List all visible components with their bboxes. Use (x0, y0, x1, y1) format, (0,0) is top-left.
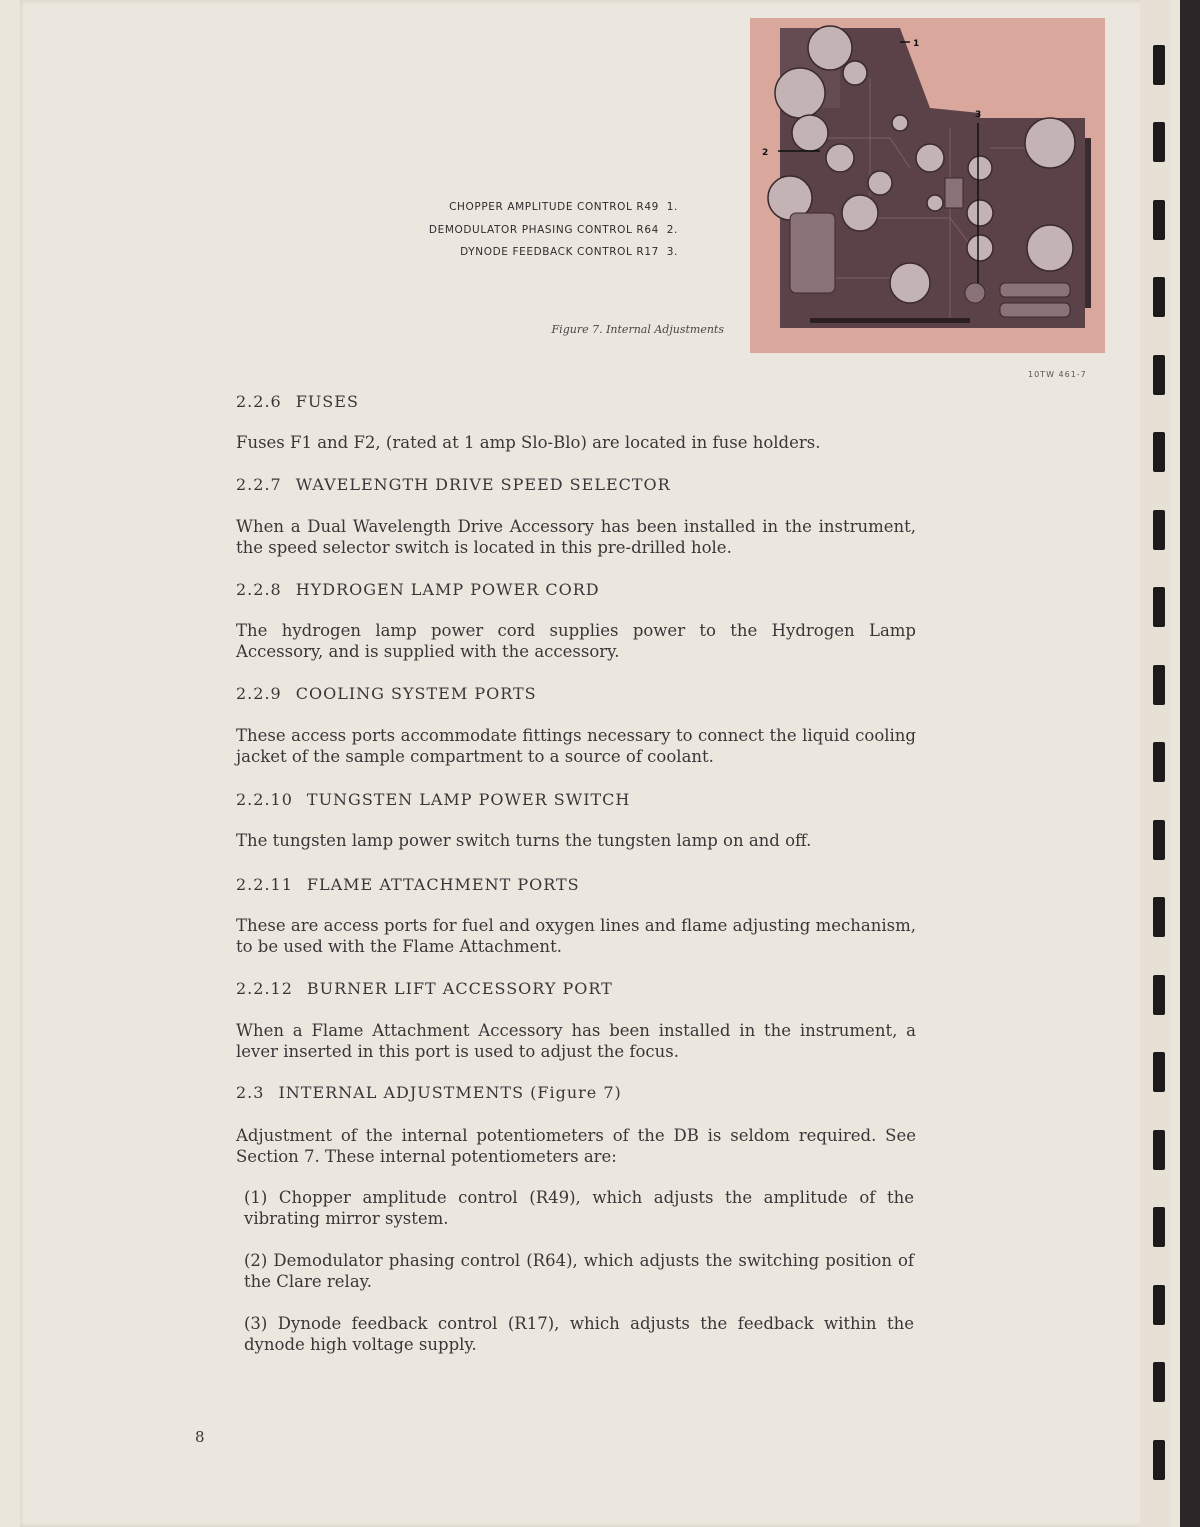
binding-hole (1153, 1052, 1165, 1092)
figure-label-1: CHOPPER AMPLITUDE CONTROL R49 1. (449, 201, 678, 213)
binding-hole (1153, 1362, 1165, 1402)
binding-hole (1153, 820, 1165, 860)
binding-hole (1153, 277, 1165, 317)
section-body-2-2-12: When a Flame Attachment Accessory has been installed in the instrument, a lever inserted in this port is used to adjust the focus. (236, 1021, 916, 1061)
binding-hole (1153, 122, 1165, 162)
circuit-board-photo (750, 18, 1105, 353)
binding-hole (1153, 1130, 1165, 1170)
section-heading-2-2-11: 2.2.11 FLAME ATTACHMENT PORTS (236, 875, 580, 894)
section-body-2-2-8: The hydrogen lamp power cord supplies power to the Hydrogen Lamp Accessory, and is supplied with the accessory. (236, 621, 916, 661)
binding-hole (1153, 975, 1165, 1015)
section-heading-2-2-10: 2.2.10 TUNGSTEN LAMP POWER SWITCH (236, 790, 631, 809)
manual-page (20, 0, 1170, 1527)
binding-hole (1153, 1440, 1165, 1480)
binding-hole (1153, 510, 1165, 550)
section-body-2-3: Adjustment of the internal potentiometers of the DB is seldom required. See Section 7. These internal potentiometers are: (236, 1126, 916, 1166)
binding-hole (1153, 1207, 1165, 1247)
binding-hole (1153, 587, 1165, 627)
callout-3: 3 (975, 110, 982, 120)
page-number: 8 (195, 1428, 205, 1446)
binding-hole (1153, 1285, 1165, 1325)
binding-hole (1153, 665, 1165, 705)
section-heading-2-2-12: 2.2.12 BURNER LIFT ACCESSORY PORT (236, 979, 613, 998)
binding-hole (1153, 897, 1165, 937)
list-item-3: (3) Dynode feedback control (R17), which adjusts the feedback within the dynode high voltage supply. (244, 1314, 914, 1354)
callout-1: 1 (913, 39, 920, 49)
section-heading-2-2-8: 2.2.8 HYDROGEN LAMP POWER CORD (236, 580, 600, 599)
section-body-2-2-10: The tungsten lamp power switch turns the tungsten lamp on and off. (236, 831, 812, 850)
list-item-2: (2) Demodulator phasing control (R64), which adjusts the switching position of the Clare relay. (244, 1251, 914, 1291)
section-heading-2-2-9: 2.2.9 COOLING SYSTEM PORTS (236, 684, 537, 703)
binding-hole (1153, 45, 1165, 85)
binding-hole (1153, 432, 1165, 472)
binding-hole (1153, 742, 1165, 782)
section-body-2-2-9: These access ports accommodate fittings necessary to connect the liquid cooling jacket of the sample compartment to a source of coolant. (236, 726, 916, 766)
figure-label-2: DEMODULATOR PHASING CONTROL R64 2. (428, 224, 678, 236)
binding-hole (1153, 200, 1165, 240)
section-heading-2-2-7: 2.2.7 WAVELENGTH DRIVE SPEED SELECTOR (236, 475, 671, 494)
figure-title: Figure 7. Internal Adjustments (551, 323, 724, 336)
figure-code: 10TW 461-7 (1028, 370, 1087, 379)
section-heading-2-2-6: 2.2.6 FUSES (236, 392, 359, 411)
callout-2: 2 (762, 148, 769, 158)
section-body-2-2-7: When a Dual Wavelength Drive Accessory has been installed in the instrument, the speed selector switch is located in this pre-drilled hole. (236, 517, 916, 557)
section-heading-2-3: 2.3 INTERNAL ADJUSTMENTS (Figure 7) (236, 1083, 622, 1102)
page-border (1180, 0, 1200, 1527)
figure-label-3: DYNODE FEEDBACK CONTROL R17 3. (460, 246, 678, 258)
section-body-2-2-11: These are access ports for fuel and oxygen lines and flame adjusting mechanism, to be used with the Flame Attachment. (236, 916, 916, 956)
section-body-2-2-6: Fuses F1 and F2, (rated at 1 amp Slo-Blo) are located in fuse holders. (236, 433, 821, 452)
list-item-1: (1) Chopper amplitude control (R49), which adjusts the amplitude of the vibrating mirror system. (244, 1188, 914, 1228)
binding-hole (1153, 355, 1165, 395)
